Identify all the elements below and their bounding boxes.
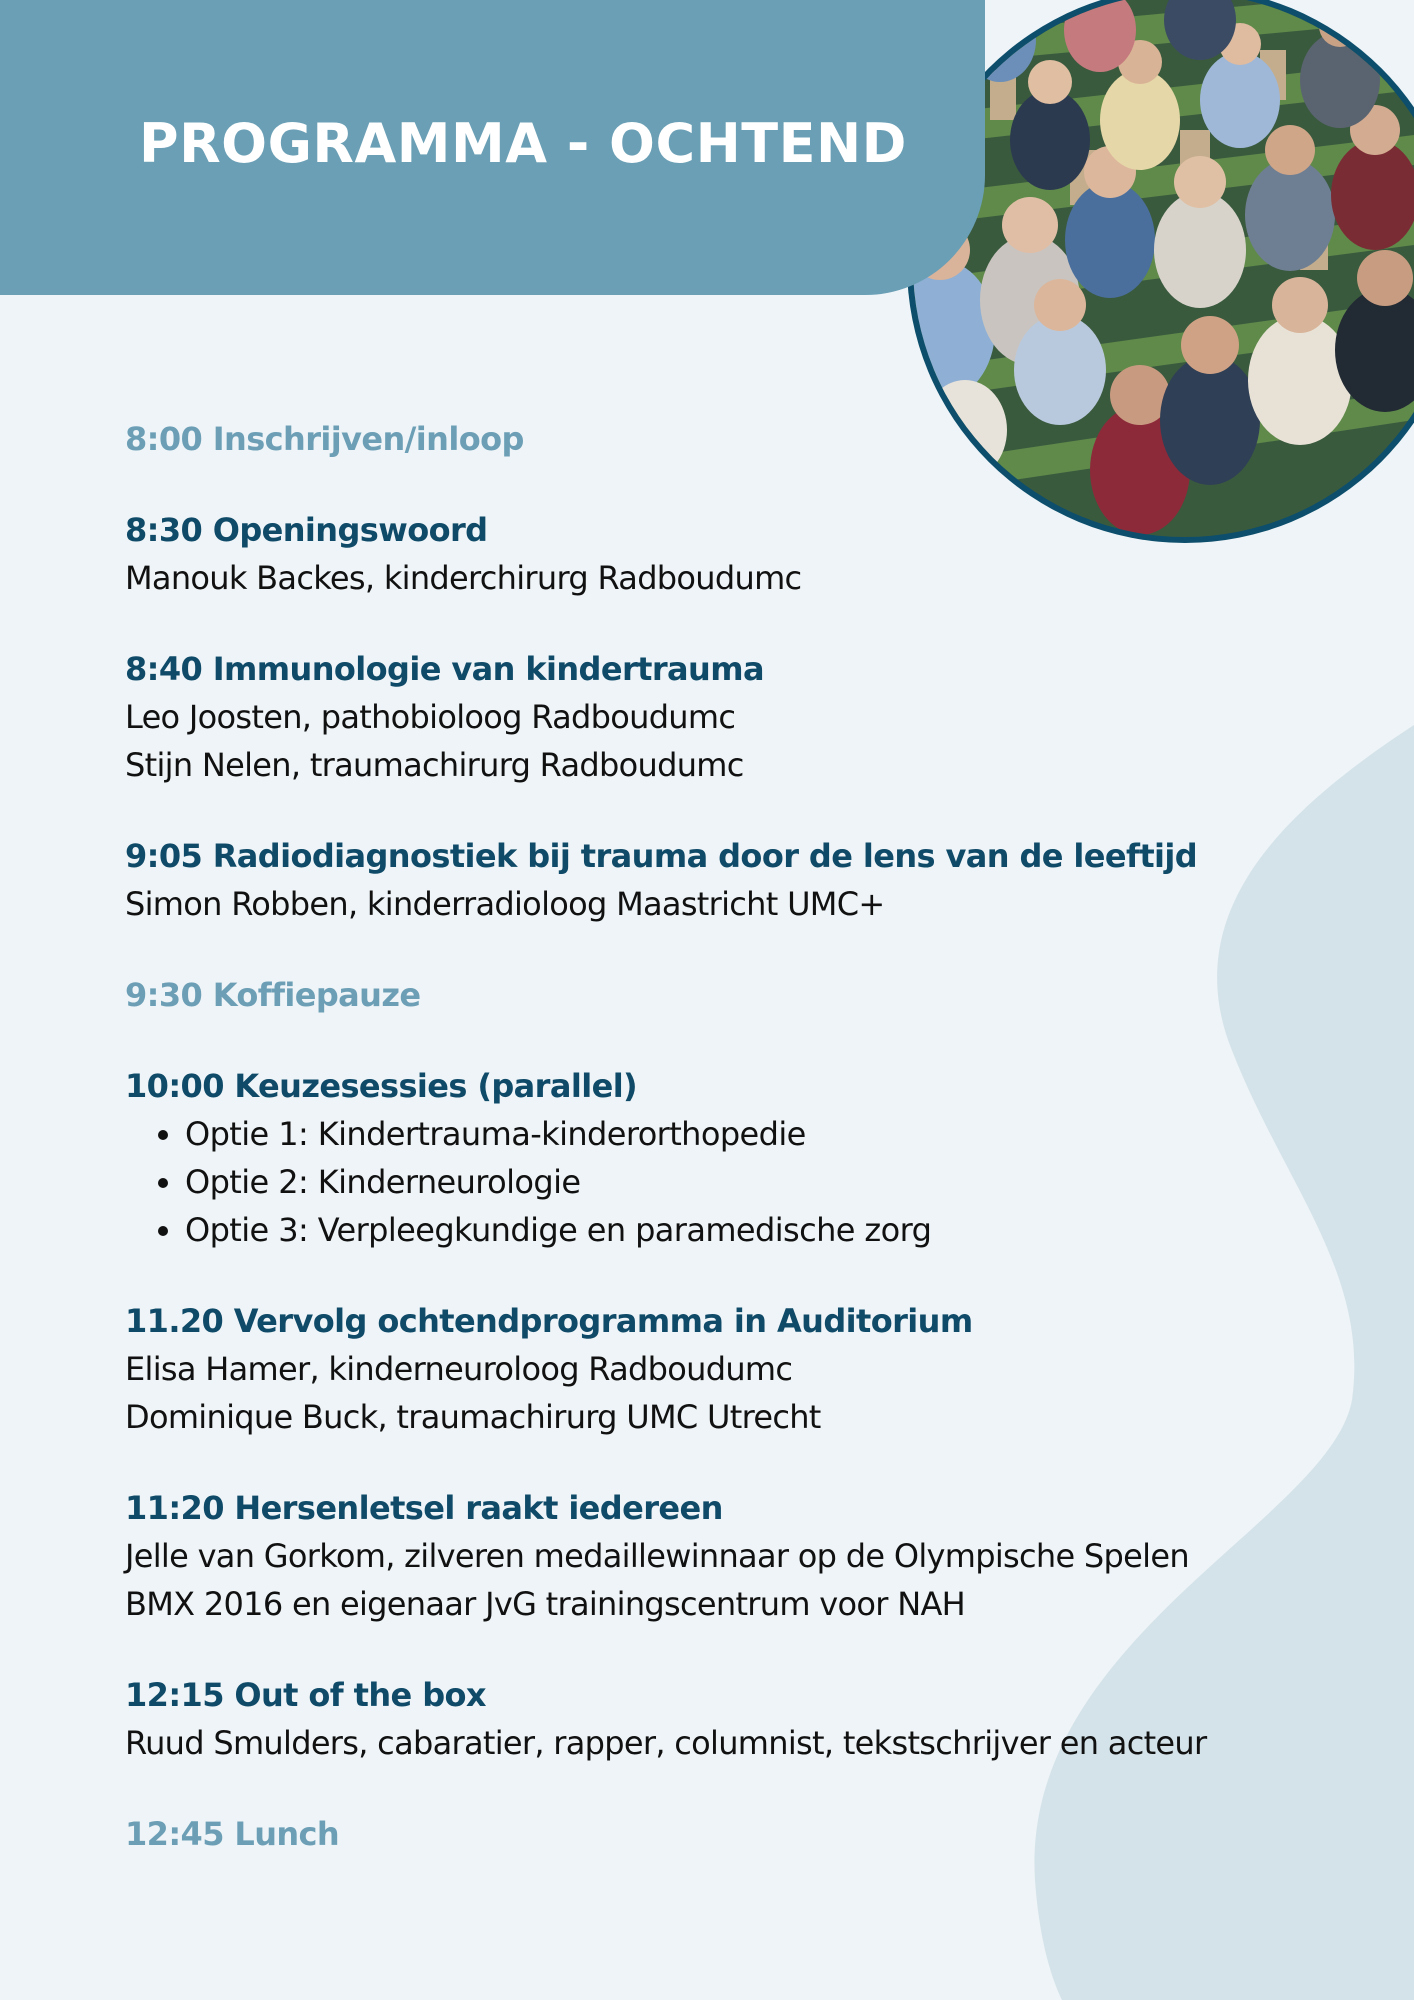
speaker-line: Stijn Nelen, traumachirurg Radboudumc: [125, 746, 744, 784]
program-item-title: 11:20 Hersenletsel raakt iedereen: [125, 1489, 723, 1527]
program-item: [125, 1297, 1365, 1441]
program-item-title: 8:30 Openingswoord: [125, 511, 488, 549]
session-option: • Optie 2: Kinderneurologie: [185, 1158, 1365, 1206]
program-item-title: 12:15 Out of the box: [125, 1676, 486, 1714]
session-options: [125, 1110, 1365, 1254]
program-item-title: 8:40 Immunologie van kindertrauma: [125, 650, 764, 688]
program-item: [125, 1062, 1365, 1254]
program-item: [125, 415, 1365, 463]
speaker-line: Manouk Backes, kinderchirurg Radboudumc: [125, 559, 802, 597]
header-banner: [0, 0, 985, 295]
program-item: [125, 645, 1365, 789]
program-item-title: 9:30 Koffiepauze: [125, 976, 421, 1014]
program-item-title: 11.20 Vervolg ochtendprogramma in Auditorium: [125, 1302, 973, 1340]
page-title: PROGRAMMA - OCHTEND: [139, 112, 908, 175]
program-item: [125, 971, 1365, 1019]
program-item: [125, 1671, 1365, 1767]
program-item-title: 9:05 Radiodiagnostiek bij trauma door de lens van de leeftijd: [125, 837, 1198, 875]
session-option: • Optie 3: Verpleegkundige en paramedische zorg: [185, 1206, 1365, 1254]
speaker-line: Leo Joosten, pathobioloog Radboudumc: [125, 698, 736, 736]
speaker-line: Dominique Buck, traumachirurg UMC Utrecht: [125, 1398, 821, 1436]
program-item-title: 12:45 Lunch: [125, 1815, 340, 1853]
program-item-title: 8:00 Inschrijven/inloop: [125, 420, 524, 458]
program-item: [125, 832, 1365, 928]
program-item: [125, 1810, 1365, 1858]
program-item: [125, 506, 1365, 602]
session-option: • Optie 1: Kindertrauma-kinderorthopedie: [185, 1110, 1365, 1158]
speaker-line: Elisa Hamer, kinderneuroloog Radboudumc: [125, 1350, 793, 1388]
speaker-line: Simon Robben, kinderradioloog Maastricht UMC+: [125, 885, 885, 923]
speaker-line: Jelle van Gorkom, zilveren medaillewinnaar op de Olympische Spelen: [125, 1537, 1189, 1575]
program-list: [125, 415, 1365, 1901]
speaker-line: Ruud Smulders, cabaratier, rapper, columnist, tekstschrijver en acteur: [125, 1724, 1207, 1762]
program-item: [125, 1484, 1365, 1628]
program-item-title: 10:00 Keuzesessies (parallel): [125, 1067, 638, 1105]
speaker-line: BMX 2016 en eigenaar JvG trainingscentrum voor NAH: [125, 1585, 966, 1623]
